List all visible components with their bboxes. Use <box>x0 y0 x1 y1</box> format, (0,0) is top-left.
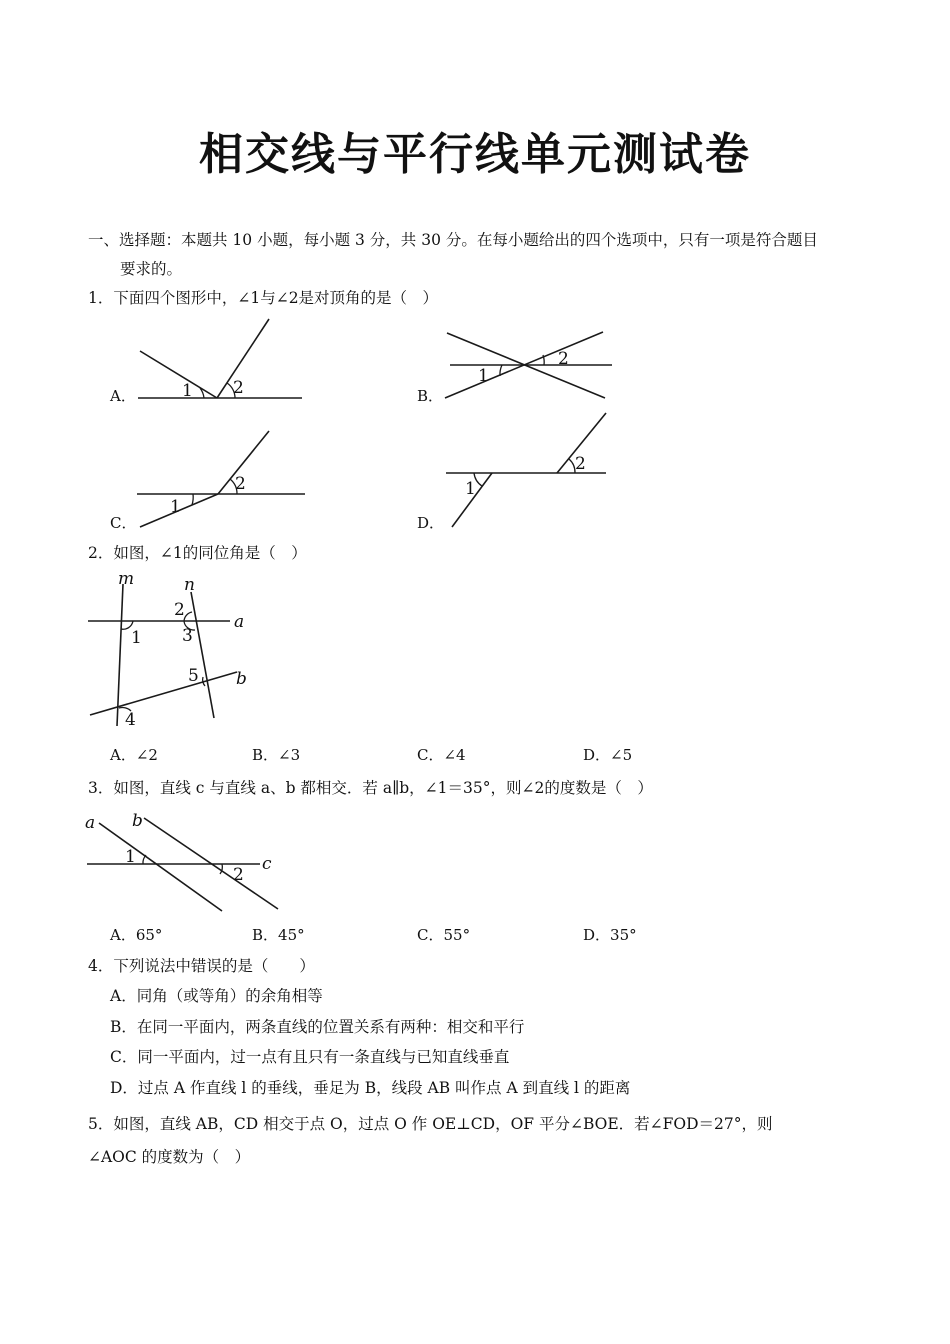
section-heading: 一、选择题：本题共 10 小题，每小题 3 分，共 30 分。在每小题给出的四个选项中，只有一项是符合题目 <box>88 231 818 249</box>
q2-angle-2: 2 <box>174 600 185 620</box>
q2-option-c: C．∠4 <box>417 746 466 764</box>
q1-figure-d <box>440 410 620 530</box>
q1-option-b-label: B． <box>417 387 444 405</box>
q1-option-a-label: A． <box>110 387 136 405</box>
q1-option-c-label: C． <box>110 514 137 532</box>
q5-stem: 5．如图，直线 AB，CD 相交于点 O，过点 O 作 OE⊥CD，OF 平分∠BOE．若∠FOD＝27°，则 <box>88 1115 773 1133</box>
q3-stem: 3．如图，直线 c 与直线 a、b 都相交．若 a∥b，∠1＝35°，则∠2的度数是（ ） <box>88 779 653 797</box>
q3-option-c: C．55° <box>417 926 471 944</box>
q3-figure <box>85 808 285 918</box>
q2-label-b: b <box>236 669 247 689</box>
q1-c-angle-1: 1 <box>170 497 181 517</box>
q3-angle-1: 1 <box>125 847 136 867</box>
q4-option-b: B．在同一平面内，两条直线的位置关系有两种：相交和平行 <box>110 1018 525 1036</box>
q2-angle-4: 4 <box>125 710 136 730</box>
q3-label-c: c <box>262 854 272 874</box>
q3-label-a: a <box>85 813 96 833</box>
q2-angle-3: 3 <box>182 626 193 646</box>
q1-b-angle-1: 1 <box>478 366 489 386</box>
q1-d-angle-1: 1 <box>465 479 476 499</box>
section-heading-cont: 要求的。 <box>120 260 183 278</box>
q1-c-angle-2: 2 <box>235 474 246 494</box>
q2-label-m: m <box>118 569 135 589</box>
q2-angle-5: 5 <box>188 666 199 686</box>
q1-b-angle-2: 2 <box>558 349 569 369</box>
q4-option-c: C．同一平面内，过一点有且只有一条直线与已知直线垂直 <box>110 1048 510 1066</box>
q1-figure-a <box>130 315 310 410</box>
q1-stem: 1．下面四个图形中，∠1与∠2是对顶角的是（ ） <box>88 289 439 307</box>
page-title: 相交线与平行线单元测试卷 <box>199 129 751 180</box>
q3-option-a: A．65° <box>110 926 163 944</box>
q2-stem: 2．如图，∠1的同位角是（ ） <box>88 544 307 562</box>
q2-label-n: n <box>184 575 195 595</box>
q1-option-d-label: D． <box>417 514 445 532</box>
q1-a-angle-1: 1 <box>182 381 193 401</box>
q2-option-b: B．∠3 <box>252 746 301 764</box>
q4-option-d: D．过点 A 作直线 l 的垂线，垂足为 B，线段 AB 叫作点 A 到直线 l 的距离 <box>110 1079 631 1097</box>
q3-option-d: D．35° <box>583 926 637 944</box>
q2-figure <box>85 570 255 730</box>
q2-option-a: A．∠2 <box>110 746 158 764</box>
q4-stem: 4．下列说法中错误的是（ ） <box>88 957 315 975</box>
q3-angle-2: 2 <box>233 865 244 885</box>
q2-option-d: D．∠5 <box>583 746 633 764</box>
q1-a-angle-2: 2 <box>233 378 244 398</box>
q2-label-a: a <box>234 612 245 632</box>
q1-figure-b <box>440 325 620 405</box>
q1-figure-c <box>130 428 315 533</box>
q3-option-b: B．45° <box>252 926 305 944</box>
q1-d-angle-2: 2 <box>575 454 586 474</box>
q4-option-a: A．同角（或等角）的余角相等 <box>110 987 323 1005</box>
q5-stem-cont: ∠AOC 的度数为（ ） <box>88 1148 251 1166</box>
q2-angle-1: 1 <box>131 628 142 648</box>
q3-label-b: b <box>132 811 143 831</box>
